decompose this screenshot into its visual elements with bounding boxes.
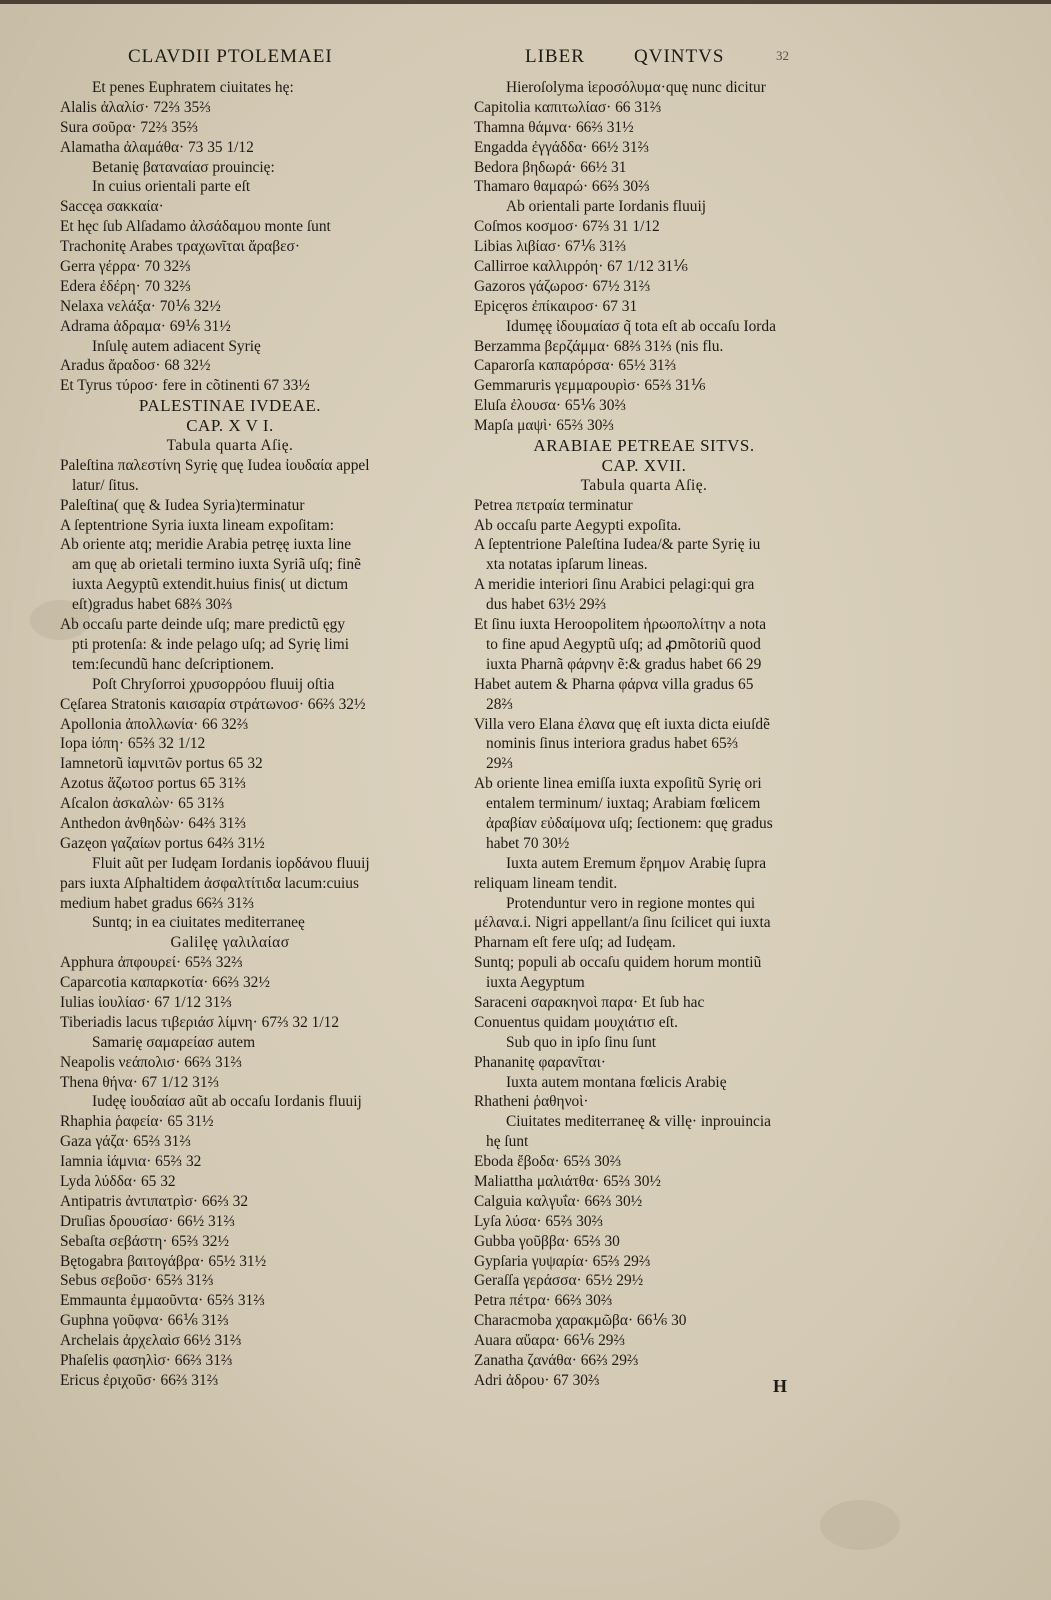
text-line: Caparcotia καπαρκοτία· 66⅔ 32½ bbox=[60, 974, 270, 992]
text-line: Petrea πετραία terminatur bbox=[474, 496, 633, 514]
text-line: ἀραβίαν εὐδαίμονα uſq; ſectionem: quę gradus bbox=[486, 814, 773, 832]
text-line: Gypſaria γυψαρία· 65⅔ 29⅔ bbox=[474, 1252, 651, 1270]
text-line: A ſeptentrione Paleſtina Iudea/& parte Syrię iu bbox=[474, 536, 761, 554]
text-line: Cęſarea Stratonis καισαρία στράτωνοσ· 66⅔ 32½ bbox=[60, 695, 366, 713]
folio-number: 32 bbox=[776, 48, 789, 63]
text-line: latur/ ſitus. bbox=[72, 476, 139, 494]
text-line: Aſcalon ἀσκαλὼν· 65 31⅔ bbox=[60, 795, 225, 813]
text-line: entalem terminum/ iuxtaq; Arabiam fœlicem bbox=[486, 795, 761, 813]
paper-stain bbox=[820, 1500, 900, 1550]
text-line: CAP. XVII. bbox=[601, 455, 687, 475]
text-line: Ericus ἐριχοῦσ· 66⅔ 31⅔ bbox=[60, 1371, 219, 1389]
text-line: Hieroſolyma ἱεροσόλυμα·quę nunc dicitur bbox=[506, 79, 766, 96]
text-line: Et Tyrus τύροσ· fere in cõtinenti 67 33½ bbox=[60, 377, 310, 395]
text-line: Iopa ἰόπη· 65⅔ 32 1/12 bbox=[60, 735, 206, 753]
text-line: Adrama ἀδραμα· 69⅙ 31½ bbox=[60, 317, 231, 335]
text-line: A meridie interiori ſinu Arabici pelagi:qui gra bbox=[474, 576, 755, 594]
text-line: Gemmaruris γεμμαρουρὶσ· 65⅔ 31⅙ bbox=[474, 377, 706, 395]
text-line: eſt)gradus habet 68⅔ 30⅔ bbox=[72, 596, 233, 614]
text-line: Gaza γάζα· 65⅔ 31⅔ bbox=[60, 1133, 191, 1151]
text-line: Trachonitę Arabes τραχωνῖται ἄραβεσ· bbox=[60, 238, 300, 256]
text-line: ARABIAE PETREAE SITVS. bbox=[533, 436, 755, 456]
text-line: Iuxta autem montana fœlicis Arabię bbox=[506, 1073, 727, 1091]
text-line: In cuius orientali parte eſt bbox=[92, 178, 251, 196]
text-line: Edera ἐδέρη· 70 32⅔ bbox=[60, 277, 191, 295]
text-line: Tiberiadis lacus τιβεριάσ λίμνη· 67⅔ 32 1/12 bbox=[60, 1013, 340, 1031]
text-line: Thamna θάμνα· 66⅔ 31½ bbox=[474, 118, 634, 136]
text-line: habet 70 30½ bbox=[486, 834, 570, 852]
text-line: Nelaxa νελάξα· 70⅙ 32½ bbox=[60, 297, 221, 315]
text-line: Sebus σεβοῦσ· 65⅔ 31⅔ bbox=[60, 1272, 214, 1290]
text-line: Paleſtina( quę & Iudea Syria)terminatur bbox=[60, 496, 305, 514]
text-line: Petra πέτρα· 66⅔ 30⅔ bbox=[474, 1292, 613, 1310]
text-line: Neapolis νεάπολισ· 66⅔ 31⅔ bbox=[60, 1053, 242, 1071]
text-line: Fluit aũt per Iudęam Iordanis ἰορδάνου fluuij bbox=[92, 854, 370, 872]
text-line: Et ſinu iuxta Heroopolitem ἡρωοπολίτην a nota bbox=[474, 616, 767, 634]
text-line: Archelais ἀρχελαὶσ 66½ 31⅔ bbox=[60, 1332, 242, 1350]
text-line: hę ſunt bbox=[486, 1133, 529, 1151]
text-line: Iudęę ἰουδαίασ aũt ab occaſu Iordanis fluuij bbox=[92, 1093, 362, 1111]
left-column bbox=[60, 78, 400, 1391]
text-line: Lyſa λύσα· 65⅔ 30⅔ bbox=[474, 1212, 604, 1230]
text-line: Guphna γοῦφνα· 66⅙ 31⅔ bbox=[60, 1312, 229, 1330]
text-line: Iuxta autem Eremum ἔρημον Arabię ſupra bbox=[506, 854, 767, 872]
text-line: Eluſa ἐλουσα· 65⅙ 30⅔ bbox=[474, 397, 626, 415]
text-line: Alamatha ἀλαμάθα· 73 35 1/12 bbox=[60, 138, 254, 156]
text-line: Suntq; in ea ciuitates mediterraneę bbox=[92, 914, 305, 932]
text-line: Rhaphia ῥαφεία· 65 31½ bbox=[60, 1113, 214, 1131]
text-line: Sura σοῦρα· 72⅔ 35⅔ bbox=[60, 118, 199, 136]
text-line: Iamnia ἰάμνια· 65⅔ 32 bbox=[60, 1153, 202, 1171]
text-line: Gazęon γαζαίων portus 64⅔ 31½ bbox=[60, 834, 265, 852]
text-line: Berzamma βερζάμμα· 68⅔ 31⅔ (nis flu. bbox=[474, 337, 724, 355]
text-line: Apphura ἀπφουρεί· 65⅔ 32⅔ bbox=[60, 954, 243, 972]
text-line: Protenduntur vero in regione montes qui bbox=[506, 894, 756, 912]
text-line: CAP. X V I. bbox=[186, 416, 274, 436]
text-line: Bętogabra βαιτογάβρα· 65½ 31½ bbox=[60, 1252, 267, 1270]
text-line: Thena θήνα· 67 1/12 31⅔ bbox=[60, 1073, 220, 1091]
text-line: Paleſtina παλεστίνη Syrię quę Iudea ἰουδαία appel bbox=[60, 456, 370, 474]
text-line: Alalis ἀλαλίσ· 72⅔ 35⅔ bbox=[60, 98, 211, 116]
text-line: iuxta Aegyptũ extendit.huius finis( ut dictum bbox=[72, 576, 349, 594]
text-line: Druſias δρουσίασ· 66½ 31⅔ bbox=[60, 1212, 235, 1230]
right-column bbox=[474, 78, 814, 1391]
text-line: Apollonia ἀπολλωνία· 66 32⅔ bbox=[60, 715, 249, 733]
text-line: μέλανα.i. Nigri appellant/a ſinu ſcilicet qui iuxta bbox=[474, 914, 771, 932]
text-line: Maliattha μαλιάτθα· 65⅔ 30½ bbox=[474, 1172, 661, 1190]
text-line: Bedora βηδωρά· 66½ 31 bbox=[474, 158, 627, 176]
text-line: Saraceni σαρακηνοὶ παρα· Et ſub hac bbox=[474, 993, 705, 1011]
text-line: Sub quo in ipſo ſinu ſunt bbox=[506, 1033, 657, 1051]
text-line: Zanatha ζανάθα· 66⅔ 29⅔ bbox=[474, 1352, 639, 1369]
text-line: medium habet gradus 66⅔ 31⅔ bbox=[60, 894, 255, 912]
text-line: iuxta Aegyptum bbox=[486, 974, 585, 992]
text-line: Eboda ἔβοδα· 65⅔ 30⅔ bbox=[474, 1153, 622, 1171]
text-line: Ab occaſu parte Aegypti expoſita. bbox=[474, 516, 682, 534]
text-line: Caparorſa καπαρόρσα· 65½ 31⅔ bbox=[474, 357, 677, 375]
signature-mark: H bbox=[773, 1376, 788, 1396]
text-line: Gazoros γάζωροσ· 67½ 31⅔ bbox=[474, 277, 651, 295]
text-line: Auara αὔαρα· 66⅙ 29⅔ bbox=[474, 1332, 625, 1350]
text-line: iuxta Pharnã φάρνην ẽ:& gradus habet 66 29 bbox=[486, 655, 762, 673]
text-line: Capitolia καπιτωλίασ· 66 31⅔ bbox=[474, 98, 662, 116]
text-line: Tabula quarta Aſię. bbox=[166, 437, 294, 455]
text-line: Pharnam eſt fere uſq; ad Iudęam. bbox=[474, 934, 676, 952]
text-line: Mapſa μαψὶ· 65⅔ 30⅔ bbox=[474, 417, 614, 435]
text-line: dus habet 63½ 29⅔ bbox=[486, 596, 607, 614]
text-line: to fine apud Aegyptũ uſq; ad ꝓmõtoriũ quod bbox=[486, 635, 761, 653]
text-line: Conuentus quidam μουχιάτισ eſt. bbox=[474, 1013, 679, 1031]
text-line: am quę ab orietali termino iuxta Syriã uſq; finẽ bbox=[72, 556, 361, 574]
text-line: 29⅔ bbox=[486, 755, 513, 773]
text-line: tem:ſecundũ hanc deſcriptionem. bbox=[72, 655, 275, 673]
text-line: Phaſelis φασηλὶσ· 66⅔ 31⅔ bbox=[60, 1352, 233, 1369]
text-line: Libias λιβίασ· 67⅙ 31⅔ bbox=[474, 238, 627, 256]
text-line: Engadda ἐγγάδδα· 66½ 31⅔ bbox=[474, 138, 650, 156]
text-line: Tabula quarta Aſię. bbox=[580, 476, 708, 494]
text-line: Galilęę γαλιλαίασ bbox=[170, 934, 290, 952]
text-line: Thamaro θαμαρώ· 66⅔ 30⅔ bbox=[474, 178, 650, 196]
text-line: Emmaunta ἐμμαοῦντα· 65⅔ 31⅔ bbox=[60, 1292, 265, 1310]
text-line: xta notatas ipſarum lineas. bbox=[486, 556, 648, 574]
text-line: Azotus ἄζωτοσ portus 65 31⅔ bbox=[60, 775, 246, 793]
text-line: Idumęę ἰδουμαίασ q̃ tota eſt ab occaſu Iorda bbox=[506, 317, 776, 335]
text-line: Callirroe καλλιρρόη· 67 1/12 31⅙ bbox=[474, 258, 688, 276]
text-line: Sebaſta σεβάστη· 65⅔ 32½ bbox=[60, 1232, 230, 1250]
text-line: Inſulę autem adiacent Syrię bbox=[92, 337, 261, 355]
page-top-edge bbox=[0, 0, 1051, 4]
running-head-liber: LIBER bbox=[525, 46, 585, 67]
text-line: pars iuxta Aſphaltidem ἀσφαλτίτιδα lacum:cuius bbox=[60, 874, 359, 892]
text-line: Villa vero Elana ἐλανα quę eſt iuxta dicta eiuſdẽ bbox=[474, 715, 770, 733]
running-head-book: QVINTVS bbox=[634, 46, 725, 67]
text-line: Epicęros ἐπίκαιροσ· 67 31 bbox=[474, 297, 638, 315]
text-line: Anthedon ἀνθηδὼν· 64⅔ 31⅔ bbox=[60, 814, 247, 832]
text-line: Saccęa σακκαία· bbox=[60, 198, 164, 216]
text-line: Habet autem & Pharna φάρνα villa gradus 65 bbox=[474, 675, 754, 693]
text-line: Poſt Chryſorroi χρυσορρόου fluuij oſtia bbox=[92, 675, 335, 693]
text-line: Geraſſa γεράσσα· 65½ 29½ bbox=[474, 1272, 644, 1290]
text-line: Gubba γοῦββα· 65⅔ 30 bbox=[474, 1232, 620, 1250]
text-line: Adri ἀδρου· 67 30⅔ bbox=[474, 1371, 600, 1389]
text-line: Ab oriente atq; meridie Arabia petręę iuxta line bbox=[60, 536, 352, 554]
text-line: Iulias ἰουλίασ· 67 1/12 31⅔ bbox=[60, 993, 232, 1011]
text-line: pti protenſa: & inde pelago uſq; ad Syrię limi bbox=[72, 635, 349, 653]
text-line: Ciuitates mediterraneę & villę· inprouincia bbox=[506, 1113, 771, 1131]
text-line: Samarię σαμαρείασ autem bbox=[92, 1033, 256, 1051]
text-line: Betanię βαταναίασ prouincię: bbox=[92, 158, 275, 176]
text-line: Iamnetorũ ἰαμνιτῶν portus 65 32 bbox=[60, 755, 263, 773]
text-line: Ab oriente linea emiſſa iuxta expoſitũ Syrię ori bbox=[474, 775, 762, 793]
text-line: 28⅔ bbox=[486, 695, 513, 713]
text-line: Suntq; populi ab occaſu quidem horum montiũ bbox=[474, 954, 762, 972]
text-line: Ab orientali parte Iordanis fluuij bbox=[506, 198, 707, 216]
text-line: Et hęc ſub Alſadamo ἀλσάδαμου monte ſunt bbox=[60, 218, 331, 236]
text-line: Ab occaſu parte deinde uſq; mare predictũ ęgy bbox=[60, 616, 346, 634]
text-line: Phananitę φαρανῖται· bbox=[474, 1053, 606, 1071]
text-line: Antipatris ἀντιπατρὶσ· 66⅔ 32 bbox=[60, 1192, 249, 1210]
text-line: Lyda λύδδα· 65 32 bbox=[60, 1172, 176, 1190]
running-head-author: CLAVDII PTOLEMAEI bbox=[128, 46, 333, 67]
text-line: Rhatheni ῥαθηνοὶ· bbox=[474, 1093, 589, 1111]
text-line: Aradus ἄραδοσ· 68 32½ bbox=[60, 357, 211, 375]
text-line: PALESTINAE IVDEAE. bbox=[138, 396, 322, 416]
text-line: Calguia καλγυΐα· 66⅔ 30½ bbox=[474, 1192, 643, 1210]
text-line: nominis ſinus interiora gradus habet 65⅔ bbox=[486, 735, 739, 753]
text-line: Coſmos κοσμοσ· 67⅔ 31 1/12 bbox=[474, 218, 660, 236]
text-line: Gerra γέρρα· 70 32⅔ bbox=[60, 258, 191, 276]
text-line: reliquam lineam tendit. bbox=[474, 874, 618, 892]
text-line: Et penes Euphratem ciuitates hę: bbox=[92, 79, 294, 96]
text-line: Characmoba χαρακμῶβα· 66⅙ 30 bbox=[474, 1312, 687, 1330]
text-line: A ſeptentrione Syria iuxta lineam expoſitam: bbox=[60, 516, 334, 534]
